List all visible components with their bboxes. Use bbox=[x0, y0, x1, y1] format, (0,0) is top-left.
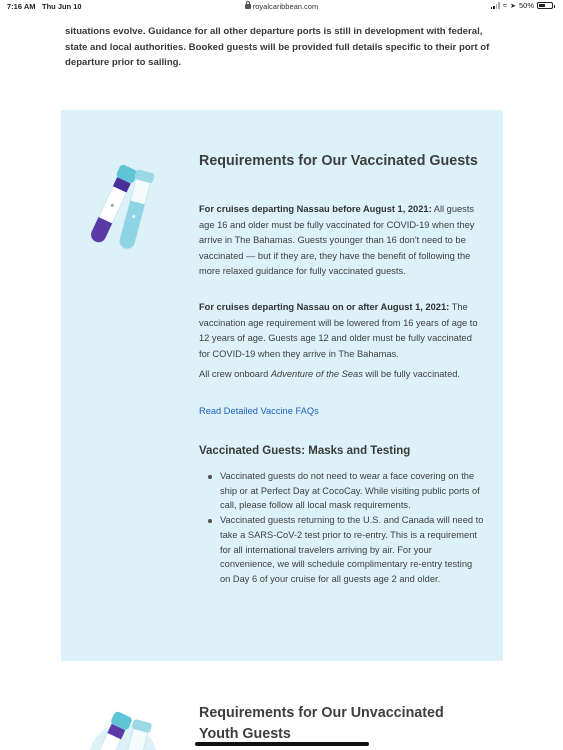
ship-name: Adventure of the Seas bbox=[270, 369, 363, 379]
status-time: 7:16 AM bbox=[7, 2, 36, 11]
nassau-before-aug-paragraph bbox=[199, 202, 484, 280]
nassau-after-aug-text: The vaccination age requirement will be lowered from 16 years of age to 12 years of age. Guests age 12 and older must be fully vaccinated for COVID-19 when they arrive in The Bahamas. bbox=[199, 302, 478, 359]
signal-icon bbox=[491, 2, 500, 9]
battery-percent: 50% bbox=[518, 1, 534, 10]
battery-icon bbox=[537, 2, 553, 9]
vaccine-faq-link[interactable]: Read Detailed Vaccine FAQs bbox=[199, 406, 319, 416]
intro-paragraph: situations evolve. Guidance for all other departure ports is still in development with federal, state and local authorities. Booked guests will be provided full details specific to their port of departure prior to sailing. bbox=[65, 26, 490, 68]
crew-text-post: will be fully vaccinated. bbox=[362, 369, 460, 379]
list-item: Vaccinated guests do not need to wear a face covering on the ship or at Perfect Day at CocoCay. While visiting public ports of call, please follow all local mask requirements. bbox=[199, 469, 484, 513]
location-icon: ➤ bbox=[510, 2, 516, 10]
address-bar[interactable] bbox=[0, 2, 563, 11]
nassau-after-aug-heading: For cruises departing Nassau on or after August 1, 2021: bbox=[199, 302, 450, 312]
crew-text-pre: All crew onboard bbox=[199, 369, 271, 379]
vaccinated-title: Requirements for Our Vaccinated Guests bbox=[199, 153, 478, 169]
masks-testing-heading: Vaccinated Guests: Masks and Testing bbox=[199, 445, 411, 457]
status-date: Thu Jun 10 bbox=[42, 2, 82, 11]
home-indicator[interactable] bbox=[195, 742, 369, 746]
status-indicators bbox=[491, 1, 553, 10]
nassau-before-aug-text: All guests age 16 and older must be fully vaccinated for COVID-19 when they arrive in The Bahamas. Guests younger than 16 don't need to be vaccinated — but if they are, they have the benefit of following the more relaxed guidance for fully vaccinated guests. bbox=[199, 204, 475, 276]
test-vials-icon bbox=[85, 160, 165, 255]
url-text: royalcaribbean.com bbox=[252, 2, 319, 11]
lock-icon bbox=[245, 4, 251, 9]
wifi-icon: ≈ bbox=[502, 1, 508, 10]
masks-testing-list bbox=[199, 469, 484, 587]
status-bar bbox=[0, 0, 563, 14]
crew-vaccination-paragraph bbox=[199, 367, 484, 383]
nassau-before-aug-heading: For cruises departing Nassau before August 1, 2021: bbox=[199, 204, 432, 214]
list-item: Vaccinated guests returning to the U.S. and Canada will need to take a SARS-CoV-2 test prior to re-entry. This is a requirement for all international travelers arriving by air. For your convenience, we will schedule complimentary re-entry testing on Day 6 of your cruise for all guests age 2 and older. bbox=[199, 513, 484, 587]
unvaccinated-title: Requirements for Our Unvaccinated Youth Guests bbox=[199, 705, 444, 742]
nassau-after-aug-paragraph bbox=[199, 300, 484, 362]
test-vials-icon bbox=[85, 710, 165, 750]
